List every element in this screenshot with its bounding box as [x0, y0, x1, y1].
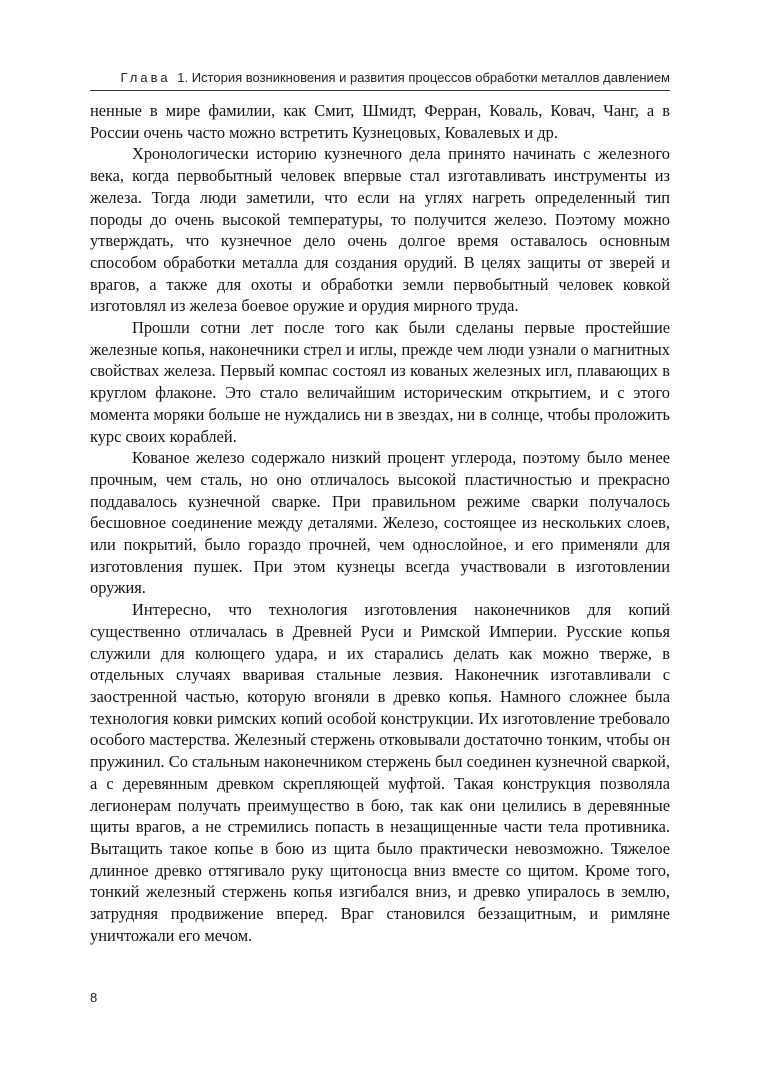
paragraph: Хронологически историю кузнечного дела принято начинать с железного века, когда первобытный человек впервые стал изготавливать инструменты из железа. Тогда люди заметили, что если на углях нагреть определенный тип породы до очень высокой температуры, то получится железо. Поэтому можно утверждать, что кузнечное дело очень долгое время оставалось основным способом обработки металла для создания орудий. В целях защиты от зверей и врагов, а также для охоты и обработки земли первобытный человек ковкой изготовлял из железа боевое оружие и орудия мирного труда.	[90, 144, 670, 316]
paragraph-continuation: ненные в мире фамилии, как Смит, Шмидт, Ферран, Коваль, Ковач, Чанг, а в России очень часто можно встретить Кузнецовых, Ковалевых и др.	[90, 101, 670, 142]
paragraph: Кованое железо содержало низкий процент углерода, поэтому было менее прочным, чем сталь, но оно отличалось высокой пластичностью и прекрасно поддавалось кузнечной сварке. При правильном режиме сварки получалось бесшовное соединение между деталями. Железо, состоящее из нескольких слоев, или покрытий, было гораздо прочней, чем однослойное, и его применяли для изготовления пушек. При этом кузнецы всегда участвовали в изготовлении оружия.	[90, 448, 670, 598]
header-divider	[90, 90, 670, 91]
paragraph: Интересно, что технология изготовления наконечников для копий существенно отличалась в Древней Руси и Римской Империи. Русские копья служили для колющего удара, и их старались делать как можно тверже, в отдельных случаях вваривая стальные лезвия. Наконечник изготавливали с заостренной частью, которую вгоняли в древко копья. Намного сложнее была технология ковки римских копий особой конструкции. Их изготовление требовало особого мастерства. Железный стержень отковывали достаточно тонким, чтобы он пружинил. Со стальным наконечником стержень был соединен кузнечной сваркой, а с деревянным древком скрепляющей муфтой. Такая конструкция позволяла легионерам получать преимущество в бою, так как они целились в деревянные щиты врагов, а не стремились попасть в незащищенные части тела противника. Вытащить такое копье в бою из щита было практически невозможно. Тяжелое длинное древко оттягивало руку щитоносца вниз вместе со щитом. Кроме того, тонкий железный стержень копья изгибался вниз, и древко упиралось в землю, затрудняя продвижение вперед. Враг становился беззащитным, и римляне уничтожали его мечом.	[90, 600, 670, 945]
running-head	[90, 70, 670, 86]
body-text	[90, 100, 670, 946]
running-head-chapter-title: 1. История возникновения и развития процессов обработки металлов давлением	[177, 70, 670, 85]
page-number: 8	[90, 990, 98, 1005]
running-head-chapter-word: Глава	[120, 70, 171, 85]
paragraph: Прошли сотни лет после того как были сделаны первые простейшие железные копья, наконечники стрел и иглы, прежде чем люди узнали о магнитных свойствах железа. Первый компас состоял из кованых железных игл, плавающих в круглом флаконе. Это стало величайшим историческим открытием, и с этого момента моряки больше не нуждались ни в звездах, ни в солнце, чтобы проложить курс своих кораблей.	[90, 318, 670, 446]
